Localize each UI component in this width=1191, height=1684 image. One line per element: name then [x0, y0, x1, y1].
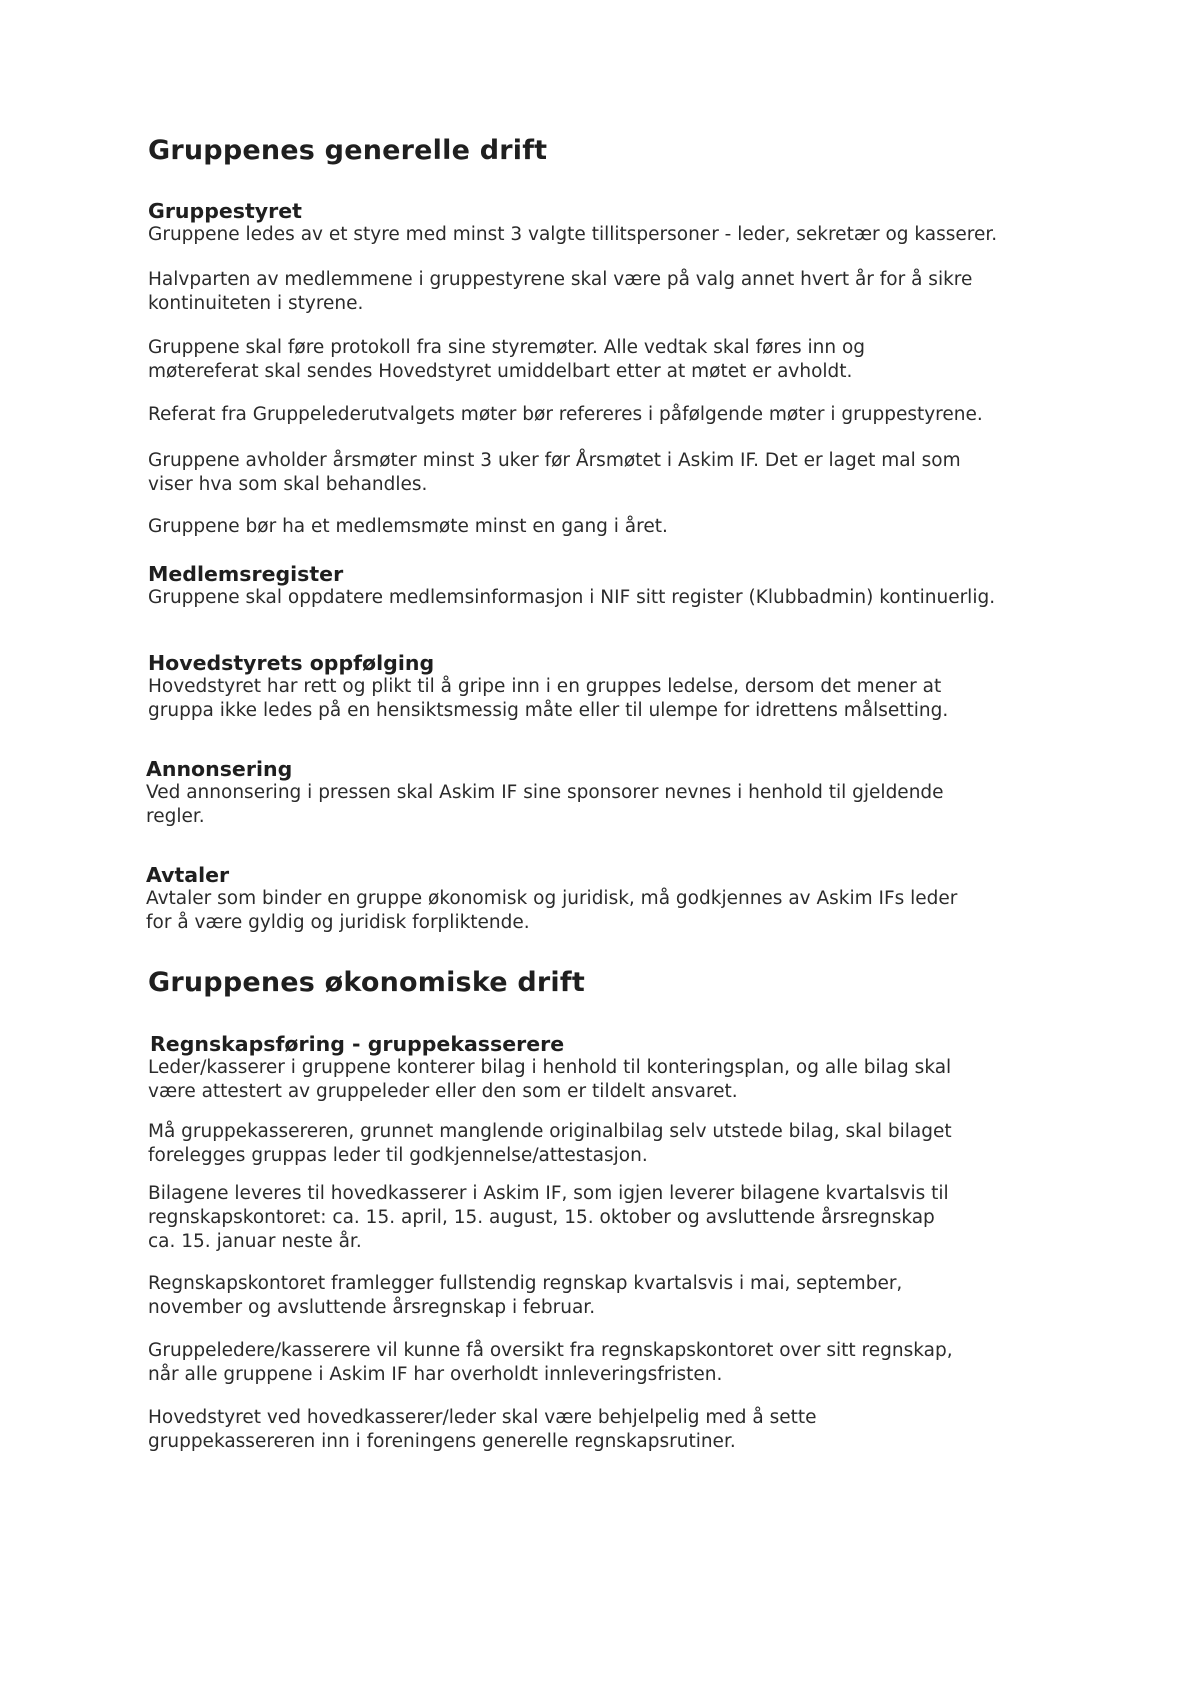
section-title-general: Gruppenes generelle drift [148, 135, 548, 166]
text-line: Gruppene avholder årsmøter minst 3 uker før Årsmøtet i Askim IF. Det er laget mal som [148, 450, 961, 471]
paragraph [148, 268, 1058, 316]
text-line: Må gruppekassereren, grunnet manglende originalbilag selv utstede bilag, skal bilaget [148, 1121, 952, 1142]
text-line: Gruppene bør ha et medlemsmøte minst en gang i året. [148, 516, 668, 537]
paragraph [146, 781, 1056, 829]
paragraph [148, 515, 1058, 539]
text-line: møtereferat skal sendes Hovedstyret umiddelbart etter at møtet er avholdt. [148, 361, 853, 382]
paragraph [148, 336, 1058, 384]
text-line: Avtaler som binder en gruppe økonomisk og juridisk, må godkjennes av Askim IFs leder [146, 888, 958, 909]
paragraph [148, 586, 1058, 610]
text-line: Gruppeledere/kasserere vil kunne få oversikt fra regnskapskontoret over sitt regnskap, [148, 1340, 953, 1361]
text-line: regnskapskontoret: ca. 15. april, 15. august, 15. oktober og avsluttende årsregnskap [148, 1207, 935, 1228]
paragraph [148, 449, 1058, 497]
heading-medlemsregister: Medlemsregister [148, 562, 344, 586]
heading-hovedstyrets-oppfolging: Hovedstyrets oppfølging [148, 651, 435, 675]
text-line: Leder/kasserer i gruppene konterer bilag i henhold til konteringsplan, og alle bilag skal [148, 1057, 952, 1078]
text-line: gruppa ikke ledes på en hensiktsmessig måte eller til ulempe for idrettens målsetting. [148, 700, 949, 721]
text-line: Gruppene skal føre protokoll fra sine styremøter. Alle vedtak skal føres inn og [148, 337, 866, 358]
paragraph [148, 1272, 1058, 1320]
paragraph [148, 1406, 1058, 1454]
paragraph [148, 1056, 1058, 1104]
text-line: regler. [146, 806, 205, 827]
text-line: være attestert av gruppeleder eller den som er tildelt ansvaret. [148, 1081, 738, 1102]
text-line: viser hva som skal behandles. [148, 474, 428, 495]
text-line: Halvparten av medlemmene i gruppestyrene skal være på valg annet hvert år for å sikre [148, 269, 973, 290]
text-line: Gruppene skal oppdatere medlemsinformasjon i NIF sitt register (Klubbadmin) kontinuerlig. [148, 587, 996, 608]
text-line: ca. 15. januar neste år. [148, 1231, 362, 1252]
text-line: Hovedstyret ved hovedkasserer/leder skal være behjelpelig med å sette [148, 1407, 817, 1428]
paragraph [148, 403, 1058, 427]
text-line: Hovedstyret har rett og plikt til å gripe inn i en gruppes ledelse, dersom det mener at [148, 676, 942, 697]
text-line: for å være gyldig og juridisk forpliktende. [146, 912, 530, 933]
paragraph [146, 887, 1056, 935]
text-line: Regnskapskontoret framlegger fullstendig regnskap kvartalsvis i mai, september, [148, 1273, 903, 1294]
paragraph [148, 675, 1058, 723]
text-line: når alle gruppene i Askim IF har overholdt innleveringsfristen. [148, 1364, 723, 1385]
text-line: forelegges gruppas leder til godkjennelse/attestasjon. [148, 1145, 648, 1166]
heading-annonsering: Annonsering [146, 757, 293, 781]
text-line: Bilagene leveres til hovedkasserer i Askim IF, som igjen leverer bilagene kvartalsvis til [148, 1183, 949, 1204]
text-line: Referat fra Gruppelederutvalgets møter bør refereres i påfølgende møter i gruppestyrene. [148, 404, 983, 425]
text-line: gruppekassereren inn i foreningens generelle regnskapsrutiner. [148, 1431, 736, 1452]
heading-regnskapsforing: Regnskapsføring - gruppekasserere [150, 1032, 565, 1056]
paragraph [148, 223, 1058, 247]
heading-gruppestyret: Gruppestyret [148, 199, 302, 223]
paragraph [148, 1182, 1058, 1254]
heading-avtaler: Avtaler [146, 863, 230, 887]
text-line: november og avsluttende årsregnskap i februar. [148, 1297, 596, 1318]
paragraph [148, 1339, 1058, 1387]
paragraph [148, 1120, 1058, 1168]
text-line: Gruppene ledes av et styre med minst 3 valgte tillitspersoner - leder, sekretær og kasserer. [148, 224, 998, 245]
text-line: Ved annonsering i pressen skal Askim IF sine sponsorer nevnes i henhold til gjeldende [146, 782, 944, 803]
text-line: kontinuiteten i styrene. [148, 293, 364, 314]
section-title-economic: Gruppenes økonomiske drift [148, 967, 585, 998]
